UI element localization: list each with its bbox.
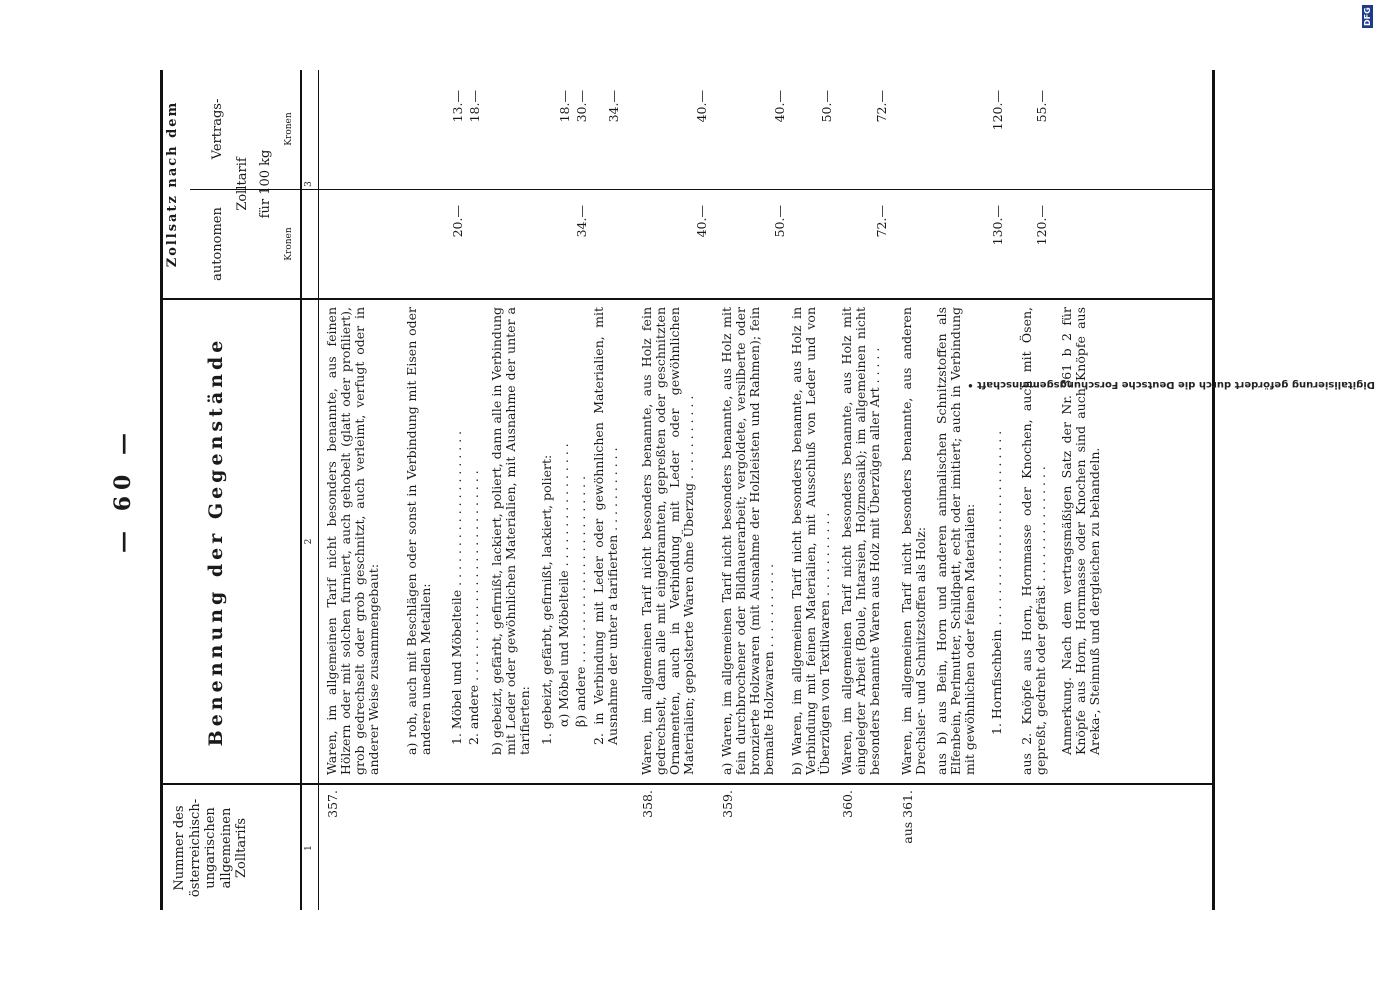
header-col3-per: für 100 kg — [258, 149, 273, 219]
unit-autonom: Kronen — [284, 227, 294, 261]
colnum-3: 3 — [304, 181, 314, 187]
row-description: Waren, im allgemeinen Tarif nicht besonders benannte, aus anderen Drechsler- und Schnitzstoffen als Holz: — [899, 307, 928, 775]
row-description: Anmerkung. Nach dem vertragsmäßigen Satz der Nr. 361 b 2 für Knöpfe aus Horn, Hornmasse oder Knochen sind auch Knöpfe aus Areka-, Steinnuß und dergleichen zu behandeln. — [1059, 307, 1102, 755]
row-description: 1. Möbel und Möbelteile . . . . . . . . . . . . . . . . . . . . — [449, 430, 464, 745]
col1-divider — [160, 783, 1212, 785]
rate-contractual: 50.— — [819, 90, 834, 123]
row-description: 1. Hornfischbein . . . . . . . . . . . . . . . . . . . . . . . . . — [989, 430, 1004, 735]
rate-contractual: 30.— — [574, 90, 589, 123]
row-description: 2. andere . . . . . . . . . . . . . . . . . . . . . . . . . . . — [466, 470, 481, 745]
colnum-2: 2 — [304, 538, 314, 545]
rate-autonomous: 40.— — [694, 205, 709, 238]
colnum-1: 1 — [304, 845, 314, 851]
row-number: aus 361. — [900, 790, 915, 844]
header-col2: Benennung der Gegenstände — [205, 336, 227, 747]
rate-autonomous: 50.— — [772, 205, 787, 238]
row-description: a) roh, auch mit Beschlägen oder sonst in Verbindung mit Eisen oder anderen unedlen Metallen: — [404, 307, 433, 755]
rate-contractual: 55.— — [1034, 90, 1049, 123]
row-description: b) Waren, im allgemeinen Tarif nicht besonders benannte, aus Holz in Verbindung mit feinen Materialien, mit Ausschluß von Leder und von Überzügen von Textilwaren . . . . . . . . . . . — [789, 307, 832, 775]
unit-vertrag: Kronen — [284, 112, 294, 146]
row-description: a) Waren, im allgemeinen Tarif nicht besonders benannte, aus Holz mit fein durchbrochener oder Bildhauerarbeit; vergoldete, versilberte oder bronzierte Holzwaren (mit Ausnahme der Holzleisten und Rahmen); fein bemalte Holzwaren . . . . . . . . . . . — [719, 307, 776, 775]
row-number: 359. — [720, 790, 735, 818]
rate-contractual: 34.— — [606, 90, 621, 123]
header-col3-title: Zollsatz nach dem — [165, 100, 180, 268]
row-description: b) gebeizt, gefärbt, gefirnißt, lackiert, poliert, dann alle in Verbindung mit Leder oder gewöhnlichen Materialien, mit Ausnahme der unter a tarifierten: — [489, 307, 532, 755]
rate-contractual: 18.— — [467, 90, 482, 123]
row-description: aus b) aus Bein, Horn und anderen animalischen Schnitzstoffen als Elfenbein, Perlmutter, Schildpatt, echt oder imitiert; auch in Verbindung mit gewöhnlichen oder feinen Materialien: — [934, 307, 977, 775]
row-number: 360. — [840, 790, 855, 818]
rate-autonomous: 130.— — [990, 205, 1005, 246]
col2-divider — [160, 298, 1212, 300]
page-number: — 60 — — [110, 427, 136, 553]
header-col3-vertrag: Vertrags- — [210, 98, 225, 160]
rate-contractual: 13.— — [450, 90, 465, 123]
header-col3-zolltarif: Zolltarif — [235, 157, 250, 211]
row-description: β) andere . . . . . . . . . . . . . . . . . . . . . . . . — [573, 475, 588, 727]
rate-autonomous: 34.— — [574, 205, 589, 238]
header-col1: Nummer des österreichisch-ungarischen allgemeinen Zolltarifs — [172, 798, 250, 898]
dfg-logo: DFG — [1363, 7, 1372, 26]
rate-contractual: 18.— — [557, 90, 572, 123]
header-col3-autonom: autonomen — [210, 207, 225, 281]
rate-autonomous: 20.— — [450, 205, 465, 238]
row-description: Waren, im allgemeinen Tarif nicht besonders benannte, aus Holz mit eingelegter Arbeit (Boule, Intarsien, Holzmosaik); im allgemeinen nicht besonders benannte Waren aus Holz mit Überzügen aller Art . . . . . — [839, 307, 882, 775]
row-description: 1. gebeizt, gefärbt, gefirnißt, lackiert, poliert: — [539, 454, 554, 745]
rate-contractual: 40.— — [772, 90, 787, 123]
row-description: aus 2. Knöpfe aus Horn, Hornmasse oder Knochen, auch mit Ösen, gepreßt, gedreht oder gefräst . . . . . . . . . . . . . . . — [1019, 307, 1048, 775]
row-description: Waren, im allgemeinen Tarif nicht besonders benannte, aus feinen Hölzern oder mit solchen furniert, auch gehobelt (glatt oder profiliert), grob gedrechselt oder grob geschnitzt, auch verleimt, verfugt oder in anderer Weise zusammengebaut: — [324, 307, 381, 775]
row-description: 2. in Verbindung mit Leder oder gewöhnlichen Materialien, mit Ausnahme der unter a tarifierten . . . . . . . . . . . — [591, 307, 620, 745]
rate-autonomous: 120.— — [1034, 205, 1049, 246]
row-description: Waren, im allgemeinen Tarif nicht besonders benannte, aus Holz fein gedrechselt, dann alle mit eingebrannten, gepreßten oder geschnitzten Ornamenten, auch in Verbindung mit Leder oder gewöhnlichen Materialien; gepolsterte Waren ohne Überzug . . . . . . . . . . . — [639, 307, 696, 775]
rate-contractual: 120.— — [990, 90, 1005, 131]
rate-contractual: 72.— — [874, 90, 889, 123]
funding-note: Digitalisierung gefördert durch die Deutsche Forschungsgemeinschaft • — [967, 379, 1375, 390]
row-number: 357. — [325, 790, 340, 818]
rate-autonomous: 72.— — [874, 205, 889, 238]
table-bottom-rule — [1212, 70, 1215, 910]
row-description: α) Möbel und Möbelteile . . . . . . . . . . . . . . . . — [556, 443, 571, 727]
row-number: 358. — [640, 790, 655, 818]
rate-contractual: 40.— — [694, 90, 709, 123]
col3-divider — [190, 189, 1212, 190]
